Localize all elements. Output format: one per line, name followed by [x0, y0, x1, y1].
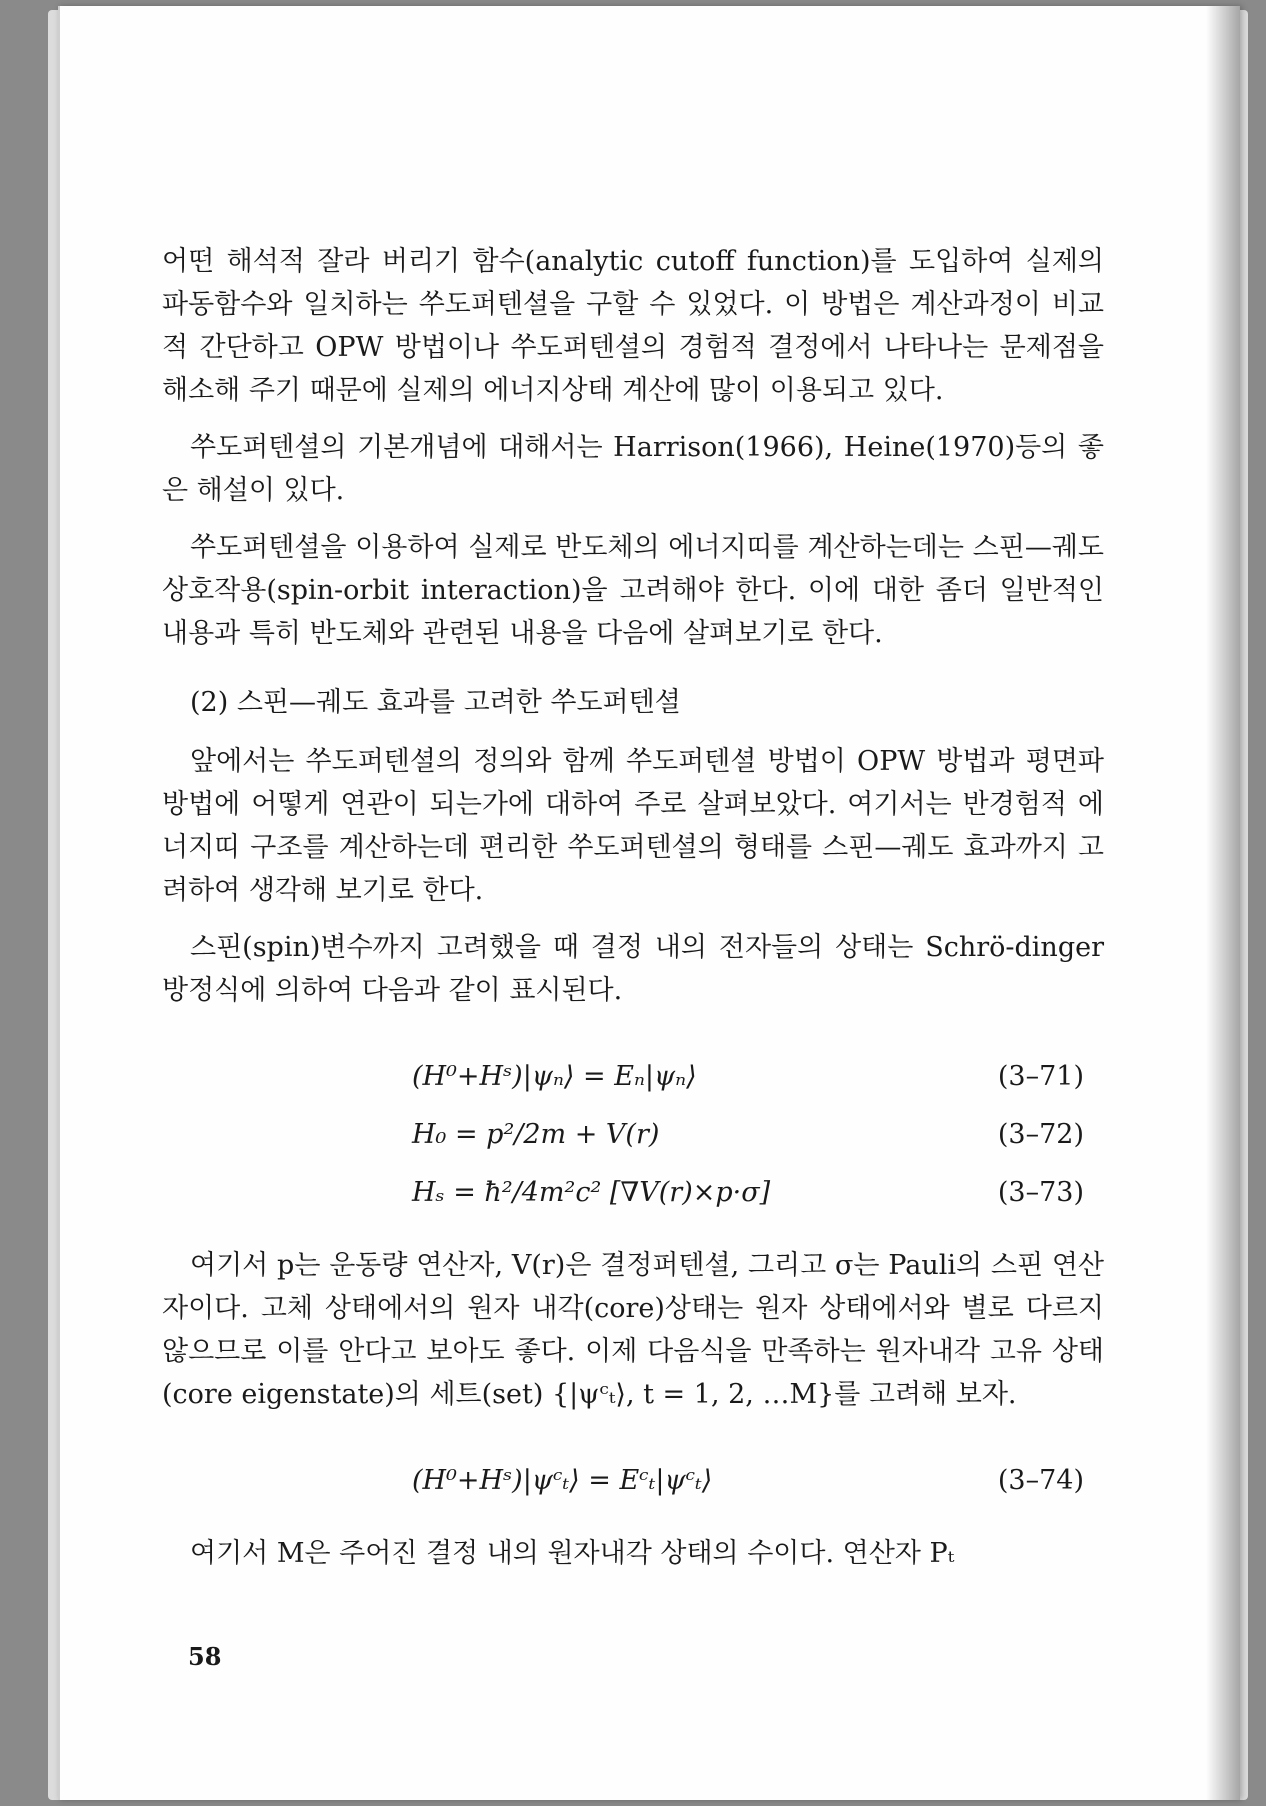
equation-3-72 — [162, 1106, 1104, 1164]
equation-3-73 — [162, 1164, 1104, 1222]
paragraph-2: 쑤도퍼텐셜의 기본개념에 대해서는 Harrison(1966), Heine(1970)등의 좋은 해설이 있다. — [162, 432, 1104, 506]
equation-expr: H₀ = p²/2m + V(r) — [412, 1119, 660, 1150]
equation-number: (3–73) — [997, 1177, 1084, 1208]
page-number: 58 — [188, 1642, 222, 1671]
equation-number: (3–71) — [997, 1061, 1084, 1092]
page-content — [162, 240, 1104, 1589]
paragraph-6: 여기서 p는 운동량 연산자, V(r)은 결정퍼텐셜, 그리고 σ는 Pauli의 스핀 연산자이다. 고체 상태에서의 원자 내각(core)상태는 원자 상태에서와 별로 다르지 않으므로 이를 안다고 보아도 좋다. 이제 다음식을 만족하는 원자내각 고유 상태(core eigenstate)의 세트(set) {|ψᶜₜ⟩, t = 1, 2, …M}를 고려해 보자. — [162, 1250, 1104, 1410]
equation-expr: Hₛ = ħ²/4m²c² [∇V(r)×p·σ] — [412, 1177, 771, 1208]
paragraph-4: 앞에서는 쑤도퍼텐셜의 정의와 함께 쑤도퍼텐셜 방법이 OPW 방법과 평면파 방법에 어떻게 연관이 되는가에 대하여 주로 살펴보았다. 여기서는 반경험적 에너지띠 구조를 계산하는데 편리한 쑤도퍼텐셜의 형태를 스핀—궤도 효과까지 고려하여 생각해 보기로 한다. — [162, 746, 1104, 906]
paragraph-1: 어떤 해석적 잘라 버리기 함수(analytic cutoff function)를 도입하여 실제의 파동함수와 일치하는 쑤도퍼텐셜을 구할 수 있었다. 이 방법은 계산과정이 비교적 간단하고 OPW 방법이나 쑤도퍼텐셜의 경험적 결정에서 나타나는 문제점을 해소해 주기 때문에 실제의 에너지상태 계산에 많이 이용되고 있다. — [162, 246, 1104, 406]
paragraph-5: 스핀(spin)변수까지 고려했을 때 결정 내의 전자들의 상태는 Schrö-dinger 방정식에 의하여 다음과 같이 표시된다. — [162, 932, 1104, 1006]
equation-number: (3–72) — [997, 1119, 1084, 1150]
section-heading: (2) 스핀—궤도 효과를 고려한 쑤도퍼텐셜 — [190, 687, 681, 718]
equation-3-71 — [162, 1048, 1104, 1106]
equation-expr: (H⁰+Hˢ)|ψₙ⟩ = Eₙ|ψₙ⟩ — [412, 1061, 697, 1092]
equation-number: (3–74) — [997, 1465, 1084, 1496]
spine-shadow — [1206, 6, 1240, 1800]
paragraph-7: 여기서 M은 주어진 결정 내의 원자내각 상태의 수이다. 연산자 Pₜ — [190, 1538, 955, 1569]
equation-expr: (H⁰+Hˢ)|ψᶜₜ⟩ = Eᶜₜ|ψᶜₜ⟩ — [412, 1465, 713, 1496]
paragraph-3: 쑤도퍼텐셜을 이용하여 실제로 반도체의 에너지띠를 계산하는데는 스핀—궤도상호작용(spin-orbit interaction)을 고려해야 한다. 이에 대한 좀더 일반적인 내용과 특히 반도체와 관련된 내용을 다음에 살펴보기로 한다. — [162, 532, 1104, 649]
equation-3-74 — [162, 1452, 1104, 1510]
